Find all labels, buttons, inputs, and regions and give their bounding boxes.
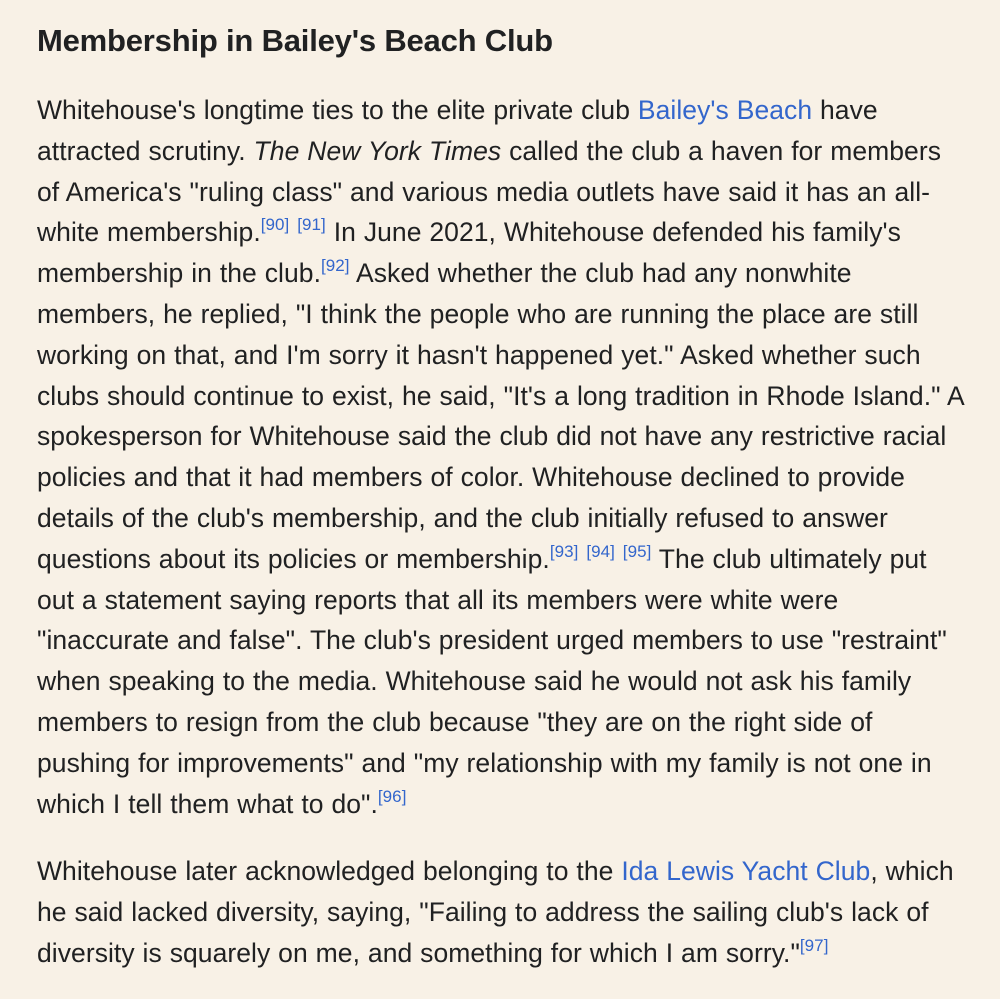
citation-92[interactable] (321, 256, 350, 275)
text-segment: called the club a haven for members of America's "ruling class" and various media outlets have said it has an all-white membership. (37, 135, 942, 248)
citation-93[interactable] (550, 542, 579, 561)
text-segment: In June 2021, Whitehouse defended his family's membership in the club. (37, 217, 901, 289)
citation-link[interactable]: [95] (622, 541, 652, 561)
link-ida-lewis-yacht-club[interactable]: Ida Lewis Yacht Club (621, 856, 871, 887)
citation-90[interactable] (261, 215, 290, 234)
citation-link[interactable]: [96] (377, 786, 407, 806)
text-segment: Whitehouse's longtime ties to the elite private club (37, 95, 638, 125)
text-segment: have attracted scrutiny. (37, 95, 878, 166)
paragraph-baileys-beach (37, 90, 967, 824)
section-heading: Membership in Bailey's Beach Club (37, 23, 553, 58)
text-segment: , which he said lacked diversity, saying, "Failing to address the sailing club's lack of diversity is squarely on me, and something for which I am sorry." (37, 856, 954, 968)
citation-link[interactable]: [90] (260, 215, 290, 235)
citation-97[interactable] (800, 936, 829, 955)
citation-94[interactable] (586, 542, 615, 561)
paragraph-ida-lewis (37, 851, 967, 973)
citation-link[interactable]: [97] (799, 935, 829, 955)
article-section (37, 18, 967, 974)
citation-96[interactable] (378, 787, 407, 806)
citation-link[interactable]: [94] (586, 541, 615, 561)
text-segment: Asked whether the club had any nonwhite members, he replied, "I think the people who are running the place are still working on that, and I'm sorry it hasn't happened yet." Asked whether such clubs should continue to exist, he said, "It's a long tradition in Rhode Island." A spokesperson for Whitehouse said the club did not have any restrictive racial policies and that it had members of color. Whitehouse declined to provide details of the club's membership, and the club initially refused to answer questions about its policies or membership. (37, 258, 964, 574)
citation-link[interactable]: [91] (297, 215, 326, 235)
text-segment (615, 544, 623, 574)
link-baileys-beach[interactable]: Bailey's Beach (637, 95, 813, 125)
publication-title: The New York Times (253, 135, 502, 166)
citation-91[interactable] (297, 215, 326, 234)
citation-95[interactable] (623, 542, 652, 561)
text-segment: The club ultimately put out a statement saying reports that all its members were white were "inaccurate and false". The club's president urged members to use "restraint" when speaking to the media. Whitehouse said he would not ask his family members to resign from the club because "they are on the right side of pushing for improvements" and "my relationship with my family is not one in which I tell them what to do". (37, 543, 947, 819)
citation-link[interactable]: [92] (320, 256, 350, 276)
text-segment: Whitehouse later acknowledged belonging to the (37, 856, 622, 887)
citation-link[interactable]: [93] (549, 541, 579, 561)
